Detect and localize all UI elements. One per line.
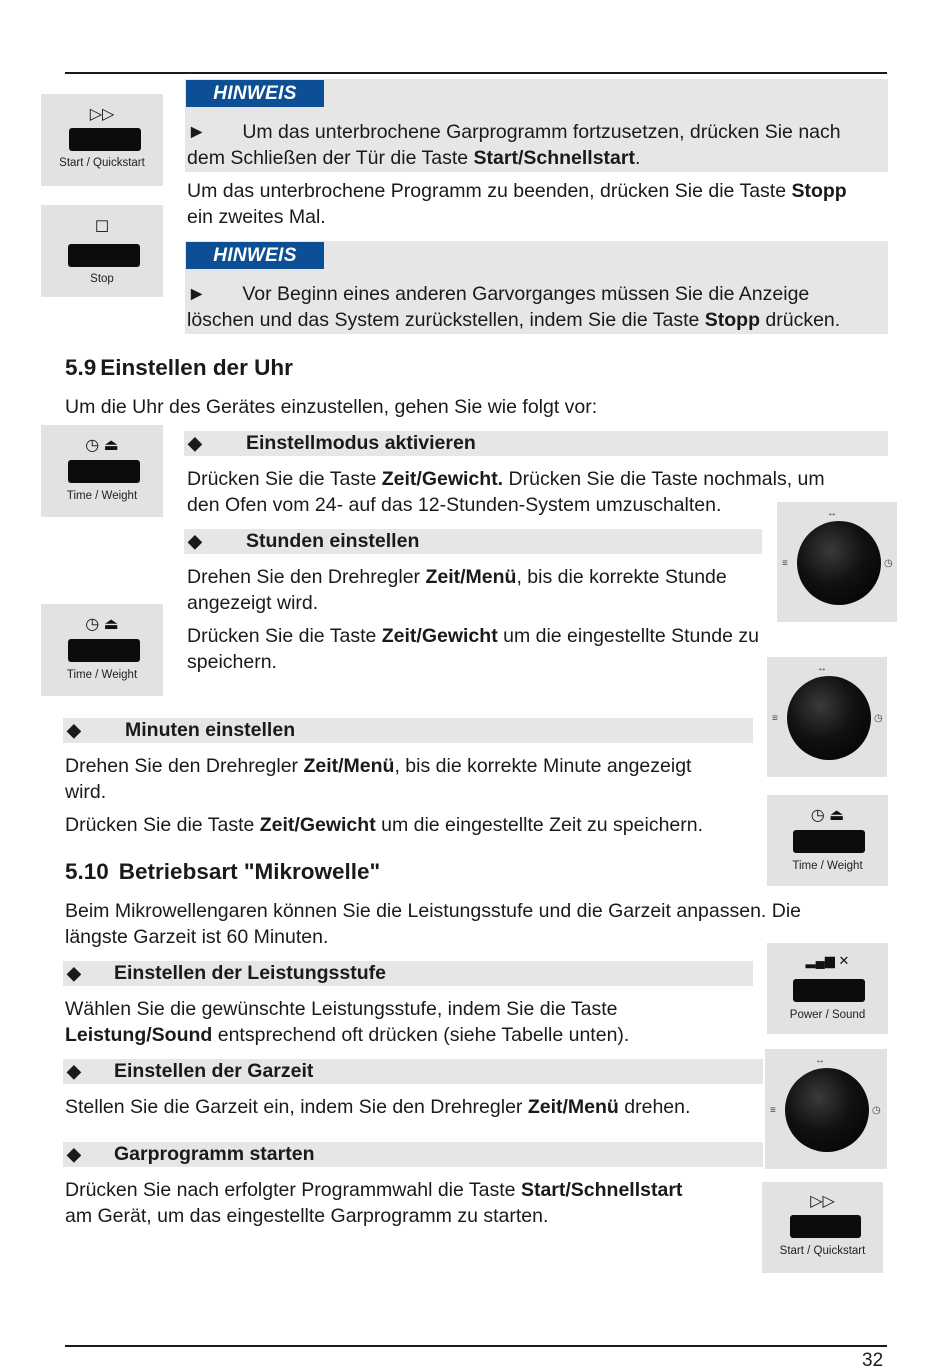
text: drücken. [759, 309, 841, 331]
time-menu-knob-image [777, 502, 897, 622]
menu-list-icon: ≡ [772, 713, 778, 724]
step-title: Garprogramm starten [114, 1143, 315, 1165]
note-2-text-a: Vor Beginn eines anderen Garvorganges müssen Sie die Anzeige [242, 283, 810, 305]
section-number: 5.9 [65, 355, 97, 380]
text: , bis die korrekte Minute angezeigt [394, 755, 692, 777]
note-1-line-1 [187, 119, 841, 145]
text: Drehen Sie den Drehregler [187, 566, 426, 588]
clock-weight-icon: ◷ ⏏ [85, 616, 119, 633]
power-level-mute-icon: ▂▄▆ ✕ [805, 953, 850, 968]
section-title: Einstellen der Uhr [100, 355, 293, 380]
text: Drücken Sie nach erfolgter Programmwahl die Taste [65, 1179, 521, 1201]
step3-line-1 [65, 753, 691, 779]
stop-paragraph-line-1 [187, 178, 847, 204]
step-bar-set-minutes [63, 718, 753, 743]
knob-disc [787, 676, 871, 760]
stop-button-image [41, 205, 163, 297]
text: Drücken Sie die Taste nochmals, um [503, 468, 825, 490]
section-5-10-intro-line-1: Beim Mikrowellengaren können Sie die Leistungsstufe und die Garzeit anpassen. Die [65, 900, 802, 922]
start-quickstart-button-image [762, 1182, 883, 1273]
step3-line-3 [65, 812, 703, 838]
step-title: Einstellmodus aktivieren [246, 432, 476, 454]
cooking-time-line-1 [65, 1094, 690, 1120]
text: . [634, 147, 641, 169]
note-2-line-2 [187, 307, 840, 333]
clock-weight-icon: ◷ ⏏ [85, 437, 119, 454]
step3-line-2: wird. [65, 781, 107, 803]
text: Drücken Sie die Taste [187, 468, 382, 490]
step-title: Einstellen der Garzeit [114, 1060, 314, 1082]
rotate-arrows-icon: ↔ [827, 508, 837, 519]
diamond-bullet-icon: ◆ [67, 720, 81, 740]
section-number: 5.10 [65, 859, 109, 884]
button-caption: Power / Sound [789, 1009, 866, 1021]
button-caption: Start / Quickstart [779, 1245, 866, 1257]
arrow-right-icon: ► [187, 283, 207, 305]
step-bar-activate-mode [184, 431, 888, 456]
bold-text: Start/Schnellstart [473, 147, 635, 169]
start-step-line-1 [65, 1177, 682, 1203]
section-5-9-intro: Um die Uhr des Gerätes einzustellen, gehen Sie wie folgt vor: [65, 396, 598, 418]
start-quickstart-button-image [41, 94, 163, 186]
bold-text: Zeit/Gewicht. [381, 468, 504, 490]
bold-text: Start/Schnellstart [520, 1179, 683, 1201]
time-weight-button-image [41, 604, 163, 696]
start-step-line-2: am Gerät, um das eingestellte Garprogramm zu starten. [65, 1205, 549, 1227]
button-key [793, 830, 865, 853]
button-key [68, 244, 140, 267]
arrow-right-icon: ► [187, 121, 207, 143]
bottom-rule [65, 1345, 887, 1347]
button-key [793, 979, 865, 1002]
top-rule [65, 72, 887, 74]
menu-list-icon: ≡ [770, 1105, 776, 1116]
button-key [790, 1215, 861, 1238]
rotate-arrows-icon: ↔ [815, 1055, 825, 1066]
bold-text: Leistung/Sound [65, 1024, 213, 1046]
step-title: Minuten einstellen [125, 719, 296, 741]
note-2-line-1 [187, 281, 809, 307]
bold-text: Stopp [704, 309, 760, 331]
step2-line-1 [187, 564, 727, 590]
button-caption: Start / Quickstart [59, 157, 145, 169]
step-title: Stunden einstellen [246, 530, 420, 552]
time-menu-knob-image [767, 657, 887, 777]
power-step-line-1: Wählen Sie die gewünschte Leistungsstufe, indem Sie die Taste [65, 998, 618, 1020]
step1-line-1 [187, 466, 825, 492]
bold-text: Zeit/Menü [425, 566, 517, 588]
bold-text: Zeit/Gewicht [259, 814, 376, 836]
time-menu-knob-image [765, 1049, 887, 1169]
clock-icon: ◷ [872, 1105, 881, 1116]
knob-disc [797, 521, 881, 605]
bold-text: Stopp [791, 180, 847, 202]
text: , bis die korrekte Stunde [516, 566, 727, 588]
time-weight-button-image [41, 425, 163, 517]
button-key [69, 128, 141, 151]
text: um die eingestellte Stunde zu [497, 625, 759, 647]
text: löschen und das System zurückstellen, indem Sie die Taste [187, 309, 705, 331]
menu-list-icon: ≡ [782, 558, 788, 569]
play-fast-forward-icon: ▷▷ [810, 1193, 835, 1210]
stop-paragraph-line-2: ein zweites Mal. [187, 206, 326, 228]
text: dem Schließen der Tür die Taste [187, 147, 474, 169]
note-label-1: HINWEIS [186, 80, 324, 107]
diamond-bullet-icon: ◆ [67, 1144, 81, 1164]
note-1-line-2 [187, 145, 640, 171]
diamond-bullet-icon: ◆ [188, 531, 202, 551]
text: entsprechend oft drücken (siehe Tabelle unten). [212, 1024, 630, 1046]
button-caption: Stop [90, 273, 114, 285]
button-key [68, 460, 140, 483]
text: Drücken Sie die Taste [187, 625, 382, 647]
button-caption: Time / Weight [792, 860, 863, 872]
section-5-10-heading [65, 859, 380, 885]
clock-icon: ◷ [884, 558, 893, 569]
play-fast-forward-icon: ▷▷ [89, 106, 115, 123]
section-title: Betriebsart "Mikrowelle" [118, 859, 381, 884]
rotate-arrows-icon: ↔ [817, 663, 827, 674]
text: drehen. [618, 1096, 691, 1118]
note-1-text-a: Um das unterbrochene Garprogramm fortzusetzen, drücken Sie nach [242, 121, 841, 143]
power-sound-button-image [767, 943, 888, 1034]
button-caption: Time / Weight [66, 669, 138, 681]
step2-line-4: speichern. [187, 651, 277, 673]
text: Um das unterbrochene Programm zu beenden, drücken Sie die Taste [187, 180, 792, 202]
note-label-2: HINWEIS [186, 242, 324, 269]
step-bar-start-program [63, 1142, 763, 1167]
bold-text: Zeit/Menü [303, 755, 395, 777]
time-weight-button-image [767, 795, 888, 886]
section-5-10-intro-line-2: längste Garzeit ist 60 Minuten. [65, 926, 329, 948]
step2-line-2: angezeigt wird. [187, 592, 319, 614]
clock-icon: ◷ [874, 713, 883, 724]
diamond-bullet-icon: ◆ [67, 963, 81, 983]
step-bar-power-level [63, 961, 753, 986]
button-caption: Time / Weight [66, 490, 138, 502]
step-title: Einstellen der Leistungsstufe [114, 962, 386, 984]
button-key [68, 639, 140, 662]
page-number: 32 [862, 1350, 884, 1371]
step-bar-set-hours [184, 529, 762, 554]
stop-square-icon: ☐ [94, 219, 110, 236]
text: Stellen Sie die Garzeit ein, indem Sie den Drehregler [65, 1096, 528, 1118]
diamond-bullet-icon: ◆ [188, 433, 202, 453]
step2-line-3 [187, 623, 759, 649]
bold-text: Zeit/Menü [527, 1096, 619, 1118]
section-5-9-heading [65, 355, 293, 381]
diamond-bullet-icon: ◆ [67, 1061, 81, 1081]
text: um die eingestellte Zeit zu speichern. [375, 814, 704, 836]
knob-disc [785, 1068, 869, 1152]
clock-weight-icon: ◷ ⏏ [810, 807, 845, 824]
text: Drehen Sie den Drehregler [65, 755, 304, 777]
text: Drücken Sie die Taste [65, 814, 260, 836]
step1-line-2: den Ofen vom 24- auf das 12-Stunden-System umzuschalten. [187, 494, 722, 516]
step-bar-cooking-time [63, 1059, 763, 1084]
bold-text: Zeit/Gewicht [381, 625, 498, 647]
power-step-line-2 [65, 1022, 629, 1048]
